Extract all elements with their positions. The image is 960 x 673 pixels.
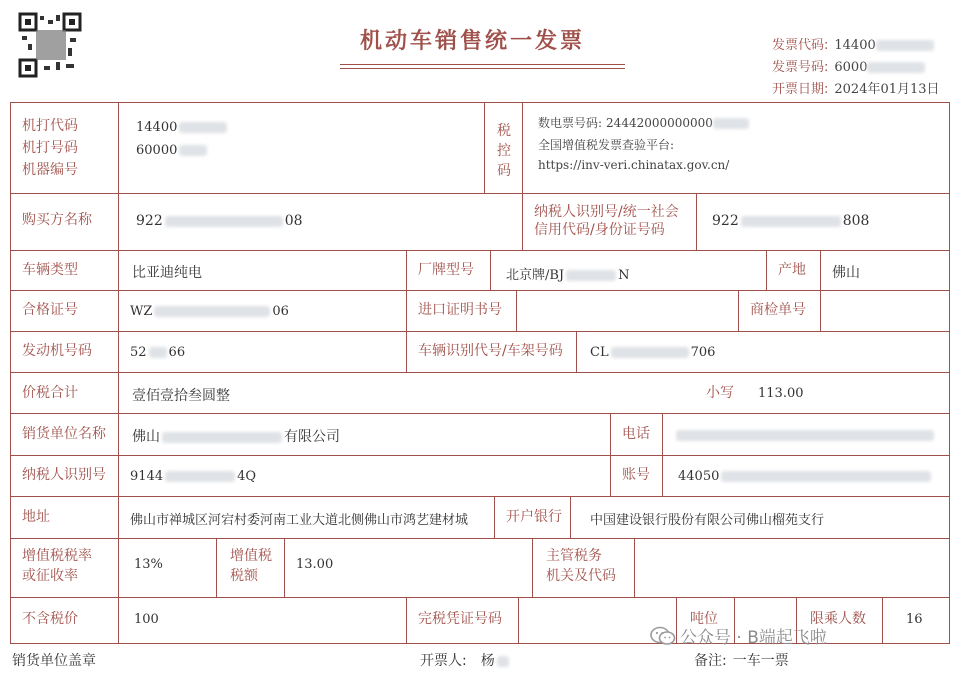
engine-number-label: 发动机号码 [22,343,92,359]
tax-rate-label-1: 增值税税率 [22,548,92,564]
col-divider [576,331,577,372]
engine-number-value: 52 66 [130,345,186,360]
total-words-value: 壹佰壹拾叁圆整 [132,388,230,404]
address-label: 地址 [22,509,50,525]
bank-label: 开户银行 [506,509,562,525]
tax-authority-label-2: 机关及代码 [546,568,616,584]
tax-rate-label-2: 或征收率 [22,568,78,584]
col-divider [490,250,491,290]
seller-name-value: 佛山 有限公司 [132,429,340,445]
col-divider [522,193,523,250]
seller-name-label: 销货单位名称 [22,426,106,442]
certificate-label: 合格证号 [22,302,78,318]
tax-control-label-1: 税 [497,123,511,139]
col-divider [518,597,519,644]
qr-code [18,12,82,78]
vehicle-type-value: 比亚迪纯电 [132,265,202,281]
small-amount-label: 小写 [706,385,734,401]
vehicle-model-value: 北京牌/BJ N [506,268,630,283]
bank-value: 中国建设银行股份有限公司佛山榴苑支行 [590,513,825,528]
tax-authority-label-1: 主管税务 [546,548,602,564]
tax-amount-value: 13.00 [296,557,334,572]
pretax-price-label: 不含税价 [22,611,78,627]
col-divider [406,250,407,290]
pretax-price-value: 100 [134,612,159,627]
duty-paid-label: 完税凭证号码 [418,611,502,627]
phone-label: 电话 [622,426,650,442]
col-divider [570,496,571,538]
seller-tax-id-value: 9144 4Q [130,469,257,484]
seller-tax-id-label: 纳税人识别号 [22,467,106,483]
row-divider [10,250,950,251]
title-underline-2 [340,68,625,69]
total-label: 价税合计 [22,385,78,401]
row-divider [10,496,950,497]
origin-label: 产地 [778,262,806,278]
row-divider [10,455,950,456]
col-divider [118,102,119,515]
col-divider [522,102,523,193]
col-divider [882,597,883,644]
col-divider [610,413,611,455]
col-divider [406,331,407,372]
tax-control-label-2: 控 [497,143,511,159]
row-divider [10,372,950,373]
invoice-code: 发票代码: 14400 [772,34,934,53]
remarks: 备注: 一车一票 [694,653,789,669]
col-divider [738,290,739,331]
col-divider [118,538,119,644]
verify-platform-label: 全国增值税发票查验平台: [538,138,675,152]
invoice-number: 发票号码: 6000 [772,56,925,75]
tax-amount-label-1: 增值税 [230,548,272,564]
col-divider [516,290,517,331]
machine-serial-label: 机器编号 [22,162,78,178]
col-divider [284,538,285,597]
buyer-id-label-2: 信用代码/身份证号码 [534,222,665,238]
account-value: 44050 [678,469,931,484]
machine-code-label: 机打代码 [22,118,78,134]
col-divider [820,250,821,290]
row-divider [10,413,950,414]
vin-label: 车辆识别代号/车架号码 [418,343,563,359]
address-value: 佛山市禅城区河宕村委河南工业大道北侧佛山市鸿艺建材城 [130,513,469,528]
tax-amount-label-2: 税额 [230,568,258,584]
tonnage-label: 吨位 [690,611,718,627]
account-label: 账号 [622,467,650,483]
col-divider [406,597,407,644]
row-divider [10,538,950,539]
col-divider [766,250,767,290]
vehicle-model-label: 厂牌型号 [418,262,474,278]
buyer-name-label: 购买方名称 [22,212,92,228]
row-divider [10,290,950,291]
col-divider [610,455,611,496]
watermark: 公众号 · B端起飞啦 [650,623,827,651]
tax-control-label-3: 码 [497,163,511,179]
certificate-value: WZ 06 [130,304,289,319]
title-underline [340,64,625,65]
wechat-icon [650,626,676,651]
inspection-label: 商检单号 [750,302,806,318]
col-divider [532,538,533,597]
issuer: 开票人: 杨 [420,650,509,670]
col-divider [484,102,485,193]
machine-code-value: 14400 [136,120,227,135]
verify-platform-url[interactable]: https://inv-veri.chinatax.gov.cn/ [538,158,730,172]
machine-number-label: 机打号码 [22,140,78,156]
col-divider [634,538,635,597]
passenger-capacity-label: 限乘人数 [810,611,866,627]
col-divider [216,538,217,597]
tax-rate-value: 13% [134,557,163,572]
seller-seal-label: 销货单位盖章 [12,653,96,669]
row-divider [10,193,950,194]
origin-value: 佛山 [832,265,860,281]
invoice-title: 机动车销售统一发票 [360,29,586,54]
e-ticket-number: 数电票号码: 24442000000000 [538,114,749,131]
vin-value: CL 706 [590,345,716,360]
col-divider [406,290,407,331]
machine-number-value: 60000 [136,143,207,158]
col-divider [494,496,495,538]
issue-date: 开票日期: 2024年01月13日 [772,82,940,97]
col-divider [820,290,821,331]
buyer-name-value: 922 08 [136,213,303,229]
col-divider [118,496,119,538]
row-divider [10,597,950,598]
buyer-id-value: 922 808 [712,213,870,229]
row-divider [10,331,950,332]
buyer-id-label-1: 纳税人识别号/统一社会 [534,204,679,220]
col-divider [662,455,663,496]
phone-value-redacted [676,430,934,441]
passenger-capacity-value: 16 [906,612,923,627]
col-divider [662,413,663,455]
import-cert-label: 进口证明书号 [418,302,502,318]
vehicle-type-label: 车辆类型 [22,262,78,278]
small-amount-value: 113.00 [758,386,804,401]
col-divider [696,193,697,250]
